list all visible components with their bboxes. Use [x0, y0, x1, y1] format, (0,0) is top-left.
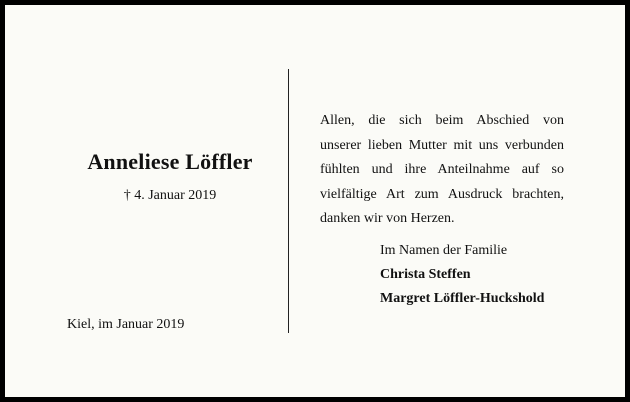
message-line: danken wir von Herzen.	[320, 211, 455, 226]
left-column	[5, 5, 293, 397]
message-line: vielfältige Art zum Ausdruck brachten,	[320, 186, 564, 202]
place-and-date: Kiel, im Januar 2019	[67, 317, 185, 332]
message-line: unserer lieben Mutter mit uns verbunden	[320, 137, 564, 153]
message-line: Allen, die sich beim Abschied von	[320, 113, 564, 128]
family-intro: Im Namen der Familie	[380, 243, 508, 258]
death-date: † 4. Januar 2019	[123, 188, 217, 203]
thank-you-message	[320, 109, 564, 232]
column-divider	[288, 69, 289, 333]
signer-name: Christa Steffen	[380, 267, 471, 282]
signer-name: Margret Löffler-Huckshold	[380, 291, 545, 306]
message-line: fühlten und ihre Anteilnahme auf so	[320, 162, 564, 177]
deceased-name: Anneliese Löffler	[87, 149, 253, 174]
